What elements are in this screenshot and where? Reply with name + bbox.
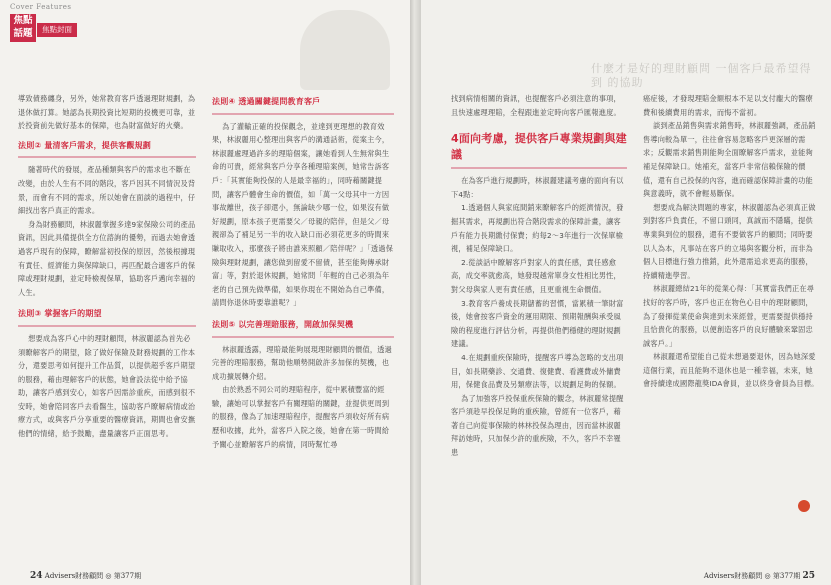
section-end-mark-icon: [798, 500, 810, 512]
right-col2-paragraph-2: 談到產品銷售與需求銷售時，林淑麗強調，產品銷售導向較為單一，往往會容易忽略客戶更深層的需求；反觀需求銷售則能夠全面瞭解客戶需求，並能夠補足保障缺口。她補充，當客戶非常信賴保險的價值，還有自己投保的內容，進而確認保障計畫的功能與意義時，就不會輕易斷保。: [643, 121, 816, 199]
intro-paragraph: 導致債務纏身，另外，她常教育客戶透過理財規劃，為退休做打算。她認為長期投資比短期的投機更可靠，並於投資前先做好基本的保障，也為財富做好的火藥。: [18, 94, 196, 131]
rule3-paragraph-1: 想要成為客戶心中的理財顧問，林淑麗認為首先必須瞭解客戶的期望，除了做好保險及財務規劃的工作本分，還要思考如何提升工作品質，以提供超乎客戶期望的服務，藉由理解客戶的狀態，她會設法從中給予協助，讓客戶感到安心，如客戶因需診重疾，而感到很不安時，她會陪同客戶去看醫生，協助客戶瞭解病情或治療方式，或與客戶分享重要的醫療資訊，期間也會安撫他們的情緒，給予鼓勵，盡量讓客戶正面思考。: [18, 333, 196, 439]
rule5-heading: 法則⑤ 以完善理賠服務，開啟加保契機: [212, 319, 354, 329]
right-col2-paragraph-4: 林淑麗總結21年的從業心得：「其實當我們正在尋找好的客戶時，客戶也正在物色心目中的理財顧問，為了發揮從業使命與達到未來經營，更需要提供穩持且恰貴化的服務，以便創造客戶的良好體驗來鞏固忠誠客戶。」: [643, 284, 815, 348]
right-col2-paragraph-1: 癌症後，才發現理賠金額根本不足以支付龐大的醫療費和後續費用的需求，而悔不當初。: [643, 94, 813, 117]
rule2-paragraph-1: 隨著時代的發展，產品種類與客戶的需求也不斷在改變，由於人生有不同的階段，客戶因其不同情況及背景，而會有不同的需求，所以她會在面談的過程中，仔細找出客戶真正的需求。: [18, 165, 196, 216]
right-col2-paragraph-5: 林淑麗還希望能自己從未想過要退休，因為她深愛這個行業，而且能夠不退休也是一種幸福，未來，她會持續達成國際龍獎IDA會員，並以終身會員為目標。: [643, 352, 819, 389]
page-number: 25: [802, 571, 815, 581]
rule5-paragraph-2: 由於熟悉不同公司的理賠程序，從中累積豐富的經驗，讓她可以掌握客戶有關理賠的關鍵，並提供更周到的服務，像為了加速理賠程序，提醒客戶須收好所有病歷和收據，此外，當客戶入院之後，她會在第一時間給予關心並瞭解客戶的病情，同時幫忙尋: [212, 385, 390, 449]
cover-features-label: Cover Features: [10, 3, 72, 11]
right-paragraph-6: 為了加強客戶投保重疾保險的觀念，林淑麗常提醒客戶須趁早投保足夠的重疾險，曾經有一位客戶，藉著自己向從事保險的林林投保為理由，因而當林淑麗拜訪她時，只加保少許的重疾險，不久，客戶不幸罹患: [451, 393, 624, 458]
left-page: [0, 0, 410, 585]
right-footer: [704, 571, 815, 581]
background-figure-image: [300, 10, 390, 90]
right-column-2: [643, 92, 819, 391]
heading-rule: [212, 336, 394, 338]
right-page: [421, 0, 831, 585]
right-col2-paragraph-3: 想要成為解決問題的專家，林淑麗認為必須真正做到對客戶負責任，不留口頭同，真誠而不隱瞞，提供專業與到位的服務，還有不要做客戶的顧問；同時要以人為本，凡事站在客戶的立場與客觀分析，而非為個人目標進行強力推銷，此外還需追求更高的服務，持續精進學習。: [643, 202, 816, 280]
heading-rule: [212, 113, 394, 115]
right-paragraph-4: 3.教育客戶養成長期儲蓄的習慣，當累積一筆財富後，她會按客戶資金的運用期限、預期報酬與承受風險的程度進行評估分析，再提供他們穩健的理財規劃建議。: [451, 298, 624, 349]
right-intro-paragraph: 找到病情相關的資訊，也提醒客戶必須注意的事項，且快速處理理賠，全程跟進並定時向客戶匯報進度。: [451, 94, 621, 117]
rule4-paragraph-1: 為了灌輸正確的投保觀念，並達到更理想的教育效果，林淑麗用心整理出與客戶的溝通話術，從案主今，林淑麗處理過許多的理賠個案，讓她看到人生無常與生命的可貴，經常與客戶分享各種理賠案例，她常告訴客戶：「其實能夠投保的人是最幸福的」，同時藉關鍵提問，讓客戶體會生命的價值，如「萬一父母其中一方因事故離世，孩子卻還小，無論缺少哪一位，如果沒有做好規劃，原本孩子更需要父／母親的陪伴，但是父／母親卻為了補足另一半的收入缺口而必須花更多的時間來賺取收入，那麼孩子將由誰來照顧／陪伴呢？」「透過保險與理財規劃，讓您做到留愛不留債，甚至能夠傳承財富」等，對於退休規劃，她常問「年輕的自己必須為年老的自己預先做準備，如果你現在不開始為自己準備，請問你退休時要靠誰呢？」: [212, 121, 394, 308]
left-column-2: [212, 92, 394, 451]
spread-gutter: [410, 0, 421, 585]
left-column-1: [18, 92, 196, 441]
magazine-issue: Advisers財務顧問 ◎ 第377期: [44, 572, 142, 580]
heading-rule: [18, 325, 196, 327]
watermark-text: 什麼才是好的理財顧問 一個客戶最希望得到 的協助: [591, 62, 812, 89]
heading-rule: [18, 156, 196, 158]
rule2-paragraph-2: 身為財務顧問，林淑麗掌握多達9家保險公司的產品資訊，因此具備提供全方位諮詢的優勢，而過去她會透過客戶現有的保障，瞭解當初投保的原因，然後根據現有責任、經濟能力與保障缺口，再匹配最合適客戶的保障或理財規劃，並定時檢視保單，協助客戶邁向幸福的人生。: [18, 219, 196, 297]
right-paragraph-2: 1.透過個人與家庭間銷來瞭解客戶的經濟情況，發掘其需求，再規劃出符合階段需求的保障計畫，讓客戶有能力長期繳付保費；約每2～3年進行一次保單檢視，補足保障缺口。: [451, 203, 624, 254]
rule4-heading: 法則④ 透過關鍵提問教育客戶: [212, 97, 321, 106]
rule5-paragraph-1: 林淑麗透露，理賠最能夠展現理財顧問的價值，透過完善的理賠服務，幫助他順勢開啟許多加保的契機，也成功擴展轉介紹。: [212, 344, 392, 381]
right-paragraph-5: 4.在規劃重疾保險時，提醒客戶導為忽略的支出項目，如長期藥診、交通費、復健費、看護費或外傭費用，保健食品費及另類療法等，以規劃足夠的保額。: [451, 352, 624, 390]
rule2-heading: 法則② 量清客戶需求，提供客觀規劃: [18, 140, 151, 150]
section-title-badge: 焦點話題: [10, 14, 36, 42]
heading-rule: [451, 167, 627, 169]
rule3-heading: 法則③ 掌握客戶的期望: [18, 309, 102, 319]
page-number: 24: [30, 571, 43, 581]
left-footer: [30, 571, 141, 581]
right-column-1: [451, 92, 627, 460]
magazine-issue: Advisers財務顧問 ◎ 第377期: [703, 572, 801, 580]
right-paragraph-3: 2.從談話中瞭解客戶對家人的責任感，責任感愈高，成交率就愈高，她發現越常單身女性相比男性，對父母與家人更有責任感，且更重視生命價值。: [451, 257, 621, 294]
section-subtitle-badge: 焦點封面: [37, 23, 77, 37]
right-paragraph-1: 在為客戶進行規劃時，林淑麗建議考慮的面向有以下4點：: [451, 176, 624, 199]
section-heading: 4面向考慮，提供客戶專業規劃與建議: [451, 132, 627, 162]
